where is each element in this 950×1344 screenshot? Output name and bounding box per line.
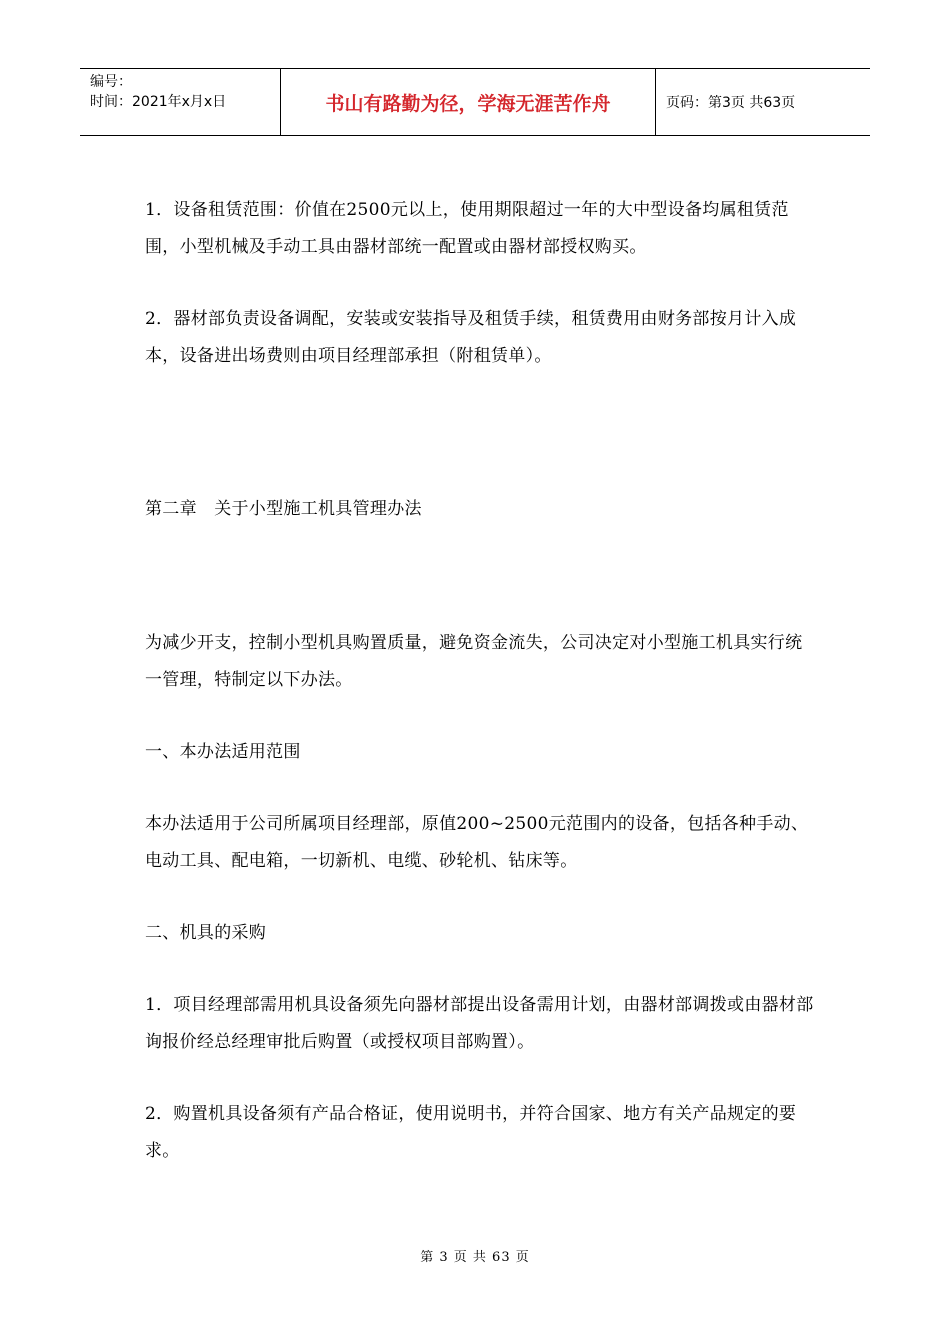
section-heading-scope: 一、本办法适用范围 bbox=[145, 742, 301, 762]
paragraph-rental-procedure: 2．器材部负责设备调配，安装或安装指导及租赁手续，租赁费用由财务部按月计入成本，设备进出场费则由项目经理部承担（附租赁单）。 bbox=[145, 309, 797, 366]
document-body bbox=[145, 192, 815, 1170]
time-label: 时间：2021年x月x日 bbox=[90, 94, 227, 110]
paragraph-procurement-1: 1．项目经理部需用机具设备须先向器材部提出设备需用计划，由器材部调拨或由器材部询报价经总经理审批后购置（或授权项目部购置）。 bbox=[145, 995, 814, 1052]
header-page-info: 页码：第3页 共63页 bbox=[666, 95, 796, 111]
chapter-title: 第二章 关于小型施工机具管理办法 bbox=[145, 499, 422, 519]
header-meta bbox=[80, 69, 281, 135]
paragraph-scope: 本办法适用于公司所属项目经理部，原值200~2500元范围内的设备，包括各种手动、电动工具、配电箱，一切新机、电缆、砂轮机、钻床等。 bbox=[145, 814, 809, 871]
paragraph-intro: 为减少开支，控制小型机具购置质量，避免资金流失，公司决定对小型施工机具实行统一管理，特制定以下办法。 bbox=[145, 633, 803, 690]
page-footer: 第 3 页 共 63 页 bbox=[420, 1250, 530, 1265]
document-header bbox=[80, 68, 870, 136]
code-label: 编号： bbox=[90, 74, 132, 90]
paragraph-procurement-2: 2．购置机具设备须有产品合格证，使用说明书，并符合国家、地方有关产品规定的要求。 bbox=[145, 1104, 797, 1161]
section-heading-procurement: 二、机具的采购 bbox=[145, 923, 267, 943]
header-motto: 书山有路勤为径，学海无涯苦作舟 bbox=[281, 69, 656, 135]
paragraph-rental-scope: 1．设备租赁范围：价值在2500元以上，使用期限超过一年的大中型设备均属租赁范围，小型机械及手动工具由器材部统一配置或由器材部授权购买。 bbox=[145, 200, 789, 257]
